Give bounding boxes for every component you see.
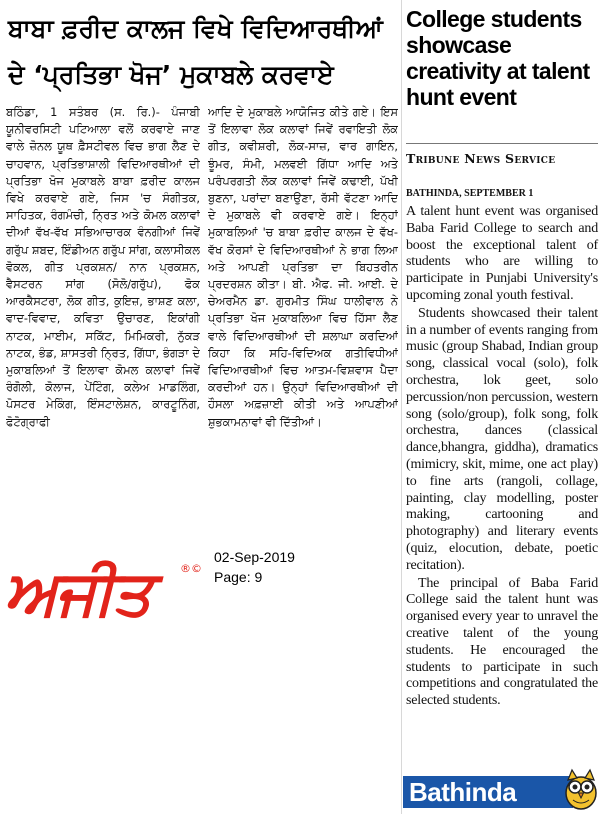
english-headline: College students showcase creativity at talent hunt event [406, 6, 590, 110]
city-badge [403, 776, 573, 808]
ajit-logo-text: ਅਜੀਤ [4, 556, 151, 629]
paragraph-2: Students showcased their talent in a number of events ranging from music (group Shabad, Indian group song, classical vocal (solo), folk orchestra, lok geet, solo percussion/non percussion, western song (solo/group), folk song, folk orchestra, dances (classical dance,bhangra, giddha), dramatics (mimicry, skit, mime, one act play) to fine arts (rangoli, collage, painting, clay modelling, poster making, cartooning and photography) and literary events (quiz, elocution, debate, poetic recitation). [406, 305, 598, 573]
punjabi-headline-line2: ਦੇ ‘ਪ੍ਰਤਿਭਾ ਖੋਜ’ ਮੁਕਾਬਲੇ ਕਰਵਾਏ [8, 60, 334, 89]
owl-icon [563, 766, 599, 810]
edition-page: Page: 9 [214, 569, 263, 585]
byline-text: Tribune News Service [406, 151, 556, 166]
ajit-logo [4, 556, 204, 640]
paragraph-3: The principal of Baba Farid College said the talent hunt was organised every year to unravel the creative talent of the young students. He encouraged the students to participate in such competitions and congratulated the selected students. [406, 575, 598, 709]
english-body [406, 204, 598, 711]
registered-mark: ®© [180, 562, 202, 575]
punjabi-column-2: ਆਦਿ ਦੇ ਮੁਕਾਬਲੇ ਆਯੋਜਿਤ ਕੀਤੇ ਗਏ। ਇਸ ਤੋਂ ਇਲਾਵਾ ਲੋਕ ਕਲਾਵਾਂ ਜਿਵੇਂ ਰਵਾਇਤੀ ਲੋਕ ਗੀਤ, ਕਵੀਸ਼ਰੀ, ਲੋਕ-ਸਾਜ਼, ਵਾਰ ਗਾਇਨ, ਝੂੰਮਰ, ਸੰਮੀ, ਮਲਵਈ ਗਿੱਧਾ ਆਦਿ ਅਤੇ ਪਰੰਪਰਗਤੀ ਲੋਕ ਕਲਾਵਾਂ ਜਿਵੇਂ ਕਢਾਈ, ਪੱਖੀ ਬੁਣਨਾ, ਪਰਾਂਦਾ ਬਣਾਉਣਾ, ਰੱਸੀ ਵੱਟਣਾ ਆਦਿ ਦੇ ਮੁਕਾਬਲੇ ਵੀ ਕਰਵਾਏ ਗਏ। ਇਨ੍ਹਾਂ ਮੁਕਾਬਲਿਆਂ 'ਚ ਬਾਬਾ ਫ਼ਰੀਦ ਕਾਲਜ ਦੇ ਵੱਖ-ਵੱਖ ਕੋਰਸਾਂ ਦੇ ਵਿਦਿਆਰਥੀਆਂ ਨੇ ਭਾਗ ਲਿਆ ਅਤੇ ਆਪਣੀ ਪ੍ਰਤਿਭਾ ਦਾ ਬਿਹਤਰੀਨ ਪ੍ਰਦਰਸ਼ਨ ਕੀਤਾ। ਬੀ. ਐਫ. ਜੀ. ਆਈ. ਦੇ ਚੇਅਰਮੈਨ ਡਾ. ਗੁਰਮੀਤ ਸਿੰਘ ਧਾਲੀਵਾਲ ਨੇ ਪ੍ਰਤਿਭਾ ਖੋਜ ਮੁਕਾਬਲਿਆ ਵਿਚ ਹਿੱਸਾ ਲੈਣ ਵਾਲੇ ਵਿਦਿਆਰਥੀਆਂ ਦੀ ਸ਼ਲਾਘਾ ਕਰਦਿਆਂ ਕਿਹਾ ਕਿ ਸਹਿ-ਵਿਦਿਅਕ ਗਤੀਵਿਧੀਆਂ ਵਿਦਿਆਰਥੀਆਂ ਵਿਚ ਆਤਮ-ਵਿਸ਼ਵਾਸ ਪੈਦਾ ਕਰਦੀਆਂ ਹਨ। ਉਨ੍ਹਾਂ ਵਿਦਿਆਰਥੀਆਂ ਦੀ ਹੌਸਲਾ ਅਫ਼ਜ਼ਾਈ ਕੀਤੀ ਅਤੇ ਆਪਣੀਆਂ ਸ਼ੁਭਕਾਮਨਾਵਾਂ ਵੀ ਦਿੱਤੀਆਂ। [208, 105, 398, 429]
edition-date: 02-Sep-2019 [214, 549, 295, 565]
english-article [403, 0, 603, 814]
punjabi-headline [8, 6, 398, 98]
paragraph-1: A talent hunt event was organised Baba Farid College to search and boost the exceptional talent of students who are willing to participate in Punjabi University's upcoming zonal youth festival. [406, 204, 598, 303]
city-badge-label: Bathinda [409, 777, 517, 807]
column-divider [401, 0, 402, 814]
headline-rule [406, 143, 598, 144]
punjabi-headline-line1: ਬਾਬਾ ਫ਼ਰੀਦ ਕਾਲਜ ਵਿਖੇ ਵਿਦਿਆਰਥੀਆਂ [8, 14, 383, 43]
byline [406, 151, 555, 166]
punjabi-column-1: ਬਠਿੰਡਾ, 1 ਸਤੰਬਰ (ਸ. ਰਿ.)- ਪੰਜਾਬੀ ਯੂਨੀਵਰਸਿਟੀ ਪਟਿਆਲਾ ਵਲੋਂ ਕਰਵਾਏ ਜਾਣ ਵਾਲੇ ਜ਼ੋਨਲ ਯੂਥ ਫ਼ੈਸਟੀਵਲ ਵਿਚ ਭਾਗ ਲੈਣ ਦੇ ਚਾਹਵਾਨ, ਪ੍ਰਤਿਭਾਸ਼ਾਲੀ ਵਿਦਿਆਰਥੀਆਂ ਦੀ ਪ੍ਰਤਿਭਾ ਖੋਜ ਮੁਕਾਬਲੇ ਬਾਬਾ ਫ਼ਰੀਦ ਕਾਲਜ ਵਿਖੇ ਕਰਵਾਏ ਗਏ, ਜਿਸ 'ਚ ਸੰਗੀਤਕ, ਸਾਹਿਤਕ, ਰੰਗਮੰਚੀ, ਨ੍ਰਿਤ ਅਤੇ ਕੋਮਲ ਕਲਾਵਾਂ ਦੀਆਂ ਵੱਖ-ਵੱਖ ਸਭਿਆਚਾਰਕ ਵੰਨਗੀਆਂ ਜਿਵੇਂ ਗਰੁੱਪ ਸ਼ਬਦ, ਇੰਡੀਅਨ ਗਰੁੱਪ ਸਾਂਗ, ਕਲਾਸੀਕਲ ਵੋਕਲ, ਗੀਤ ਪ੍ਰਕਸ਼ਨ/ ਨਾਨ ਪ੍ਰਕਸ਼ਨ, ਵੈਸਟਰਨ ਸਾਂਗ (ਸੋਲੋ/ਗਰੁੱਪ), ਫੋਕ ਆਰਕੈਸਟਰਾ, ਲੋਕ ਗੀਤ, ਕੁਇਜ਼, ਭਾਸ਼ਣ ਕਲਾ, ਵਾਦ-ਵਿਵਾਦ, ਕਵਿਤਾ ਉਚਾਰਣ, ਇਕਾਂਗੀ ਨਾਟਕ, ਮਾਈਮ, ਸਕਿੱਟ, ਮਿਮਿਕਰੀ, ਨੁੱਕੜ ਨਾਟਕ, ਭੰਡ, ਸ਼ਾਸਤਰੀ ਨ੍ਰਿਤ, ਗਿੱਧਾ, ਭੰਗੜਾ ਦੇ ਮੁਕਾਬਲਿਆਂ ਤੋਂ ਇਲਾਵਾ ਕੋਮਲ ਕਲਾਵਾਂ ਜਿਵੇਂ ਰੰਗੋਲੀ, ਕੋਲਾਜ, ਪੇਂਟਿੰਗ, ਕਲੇਅ ਮਾਡਲਿੰਗ, ਪੋਸਟਰ ਮੇਕਿੰਗ, ਇੰਸਟਾਲੇਸ਼ਨ, ਕਾਰਟੂਨਿੰਗ, ਫੋਟੋਗ੍ਰਾਫੀ [6, 105, 200, 429]
dateline: BATHINDA, SEPTEMBER 1 [406, 188, 534, 199]
